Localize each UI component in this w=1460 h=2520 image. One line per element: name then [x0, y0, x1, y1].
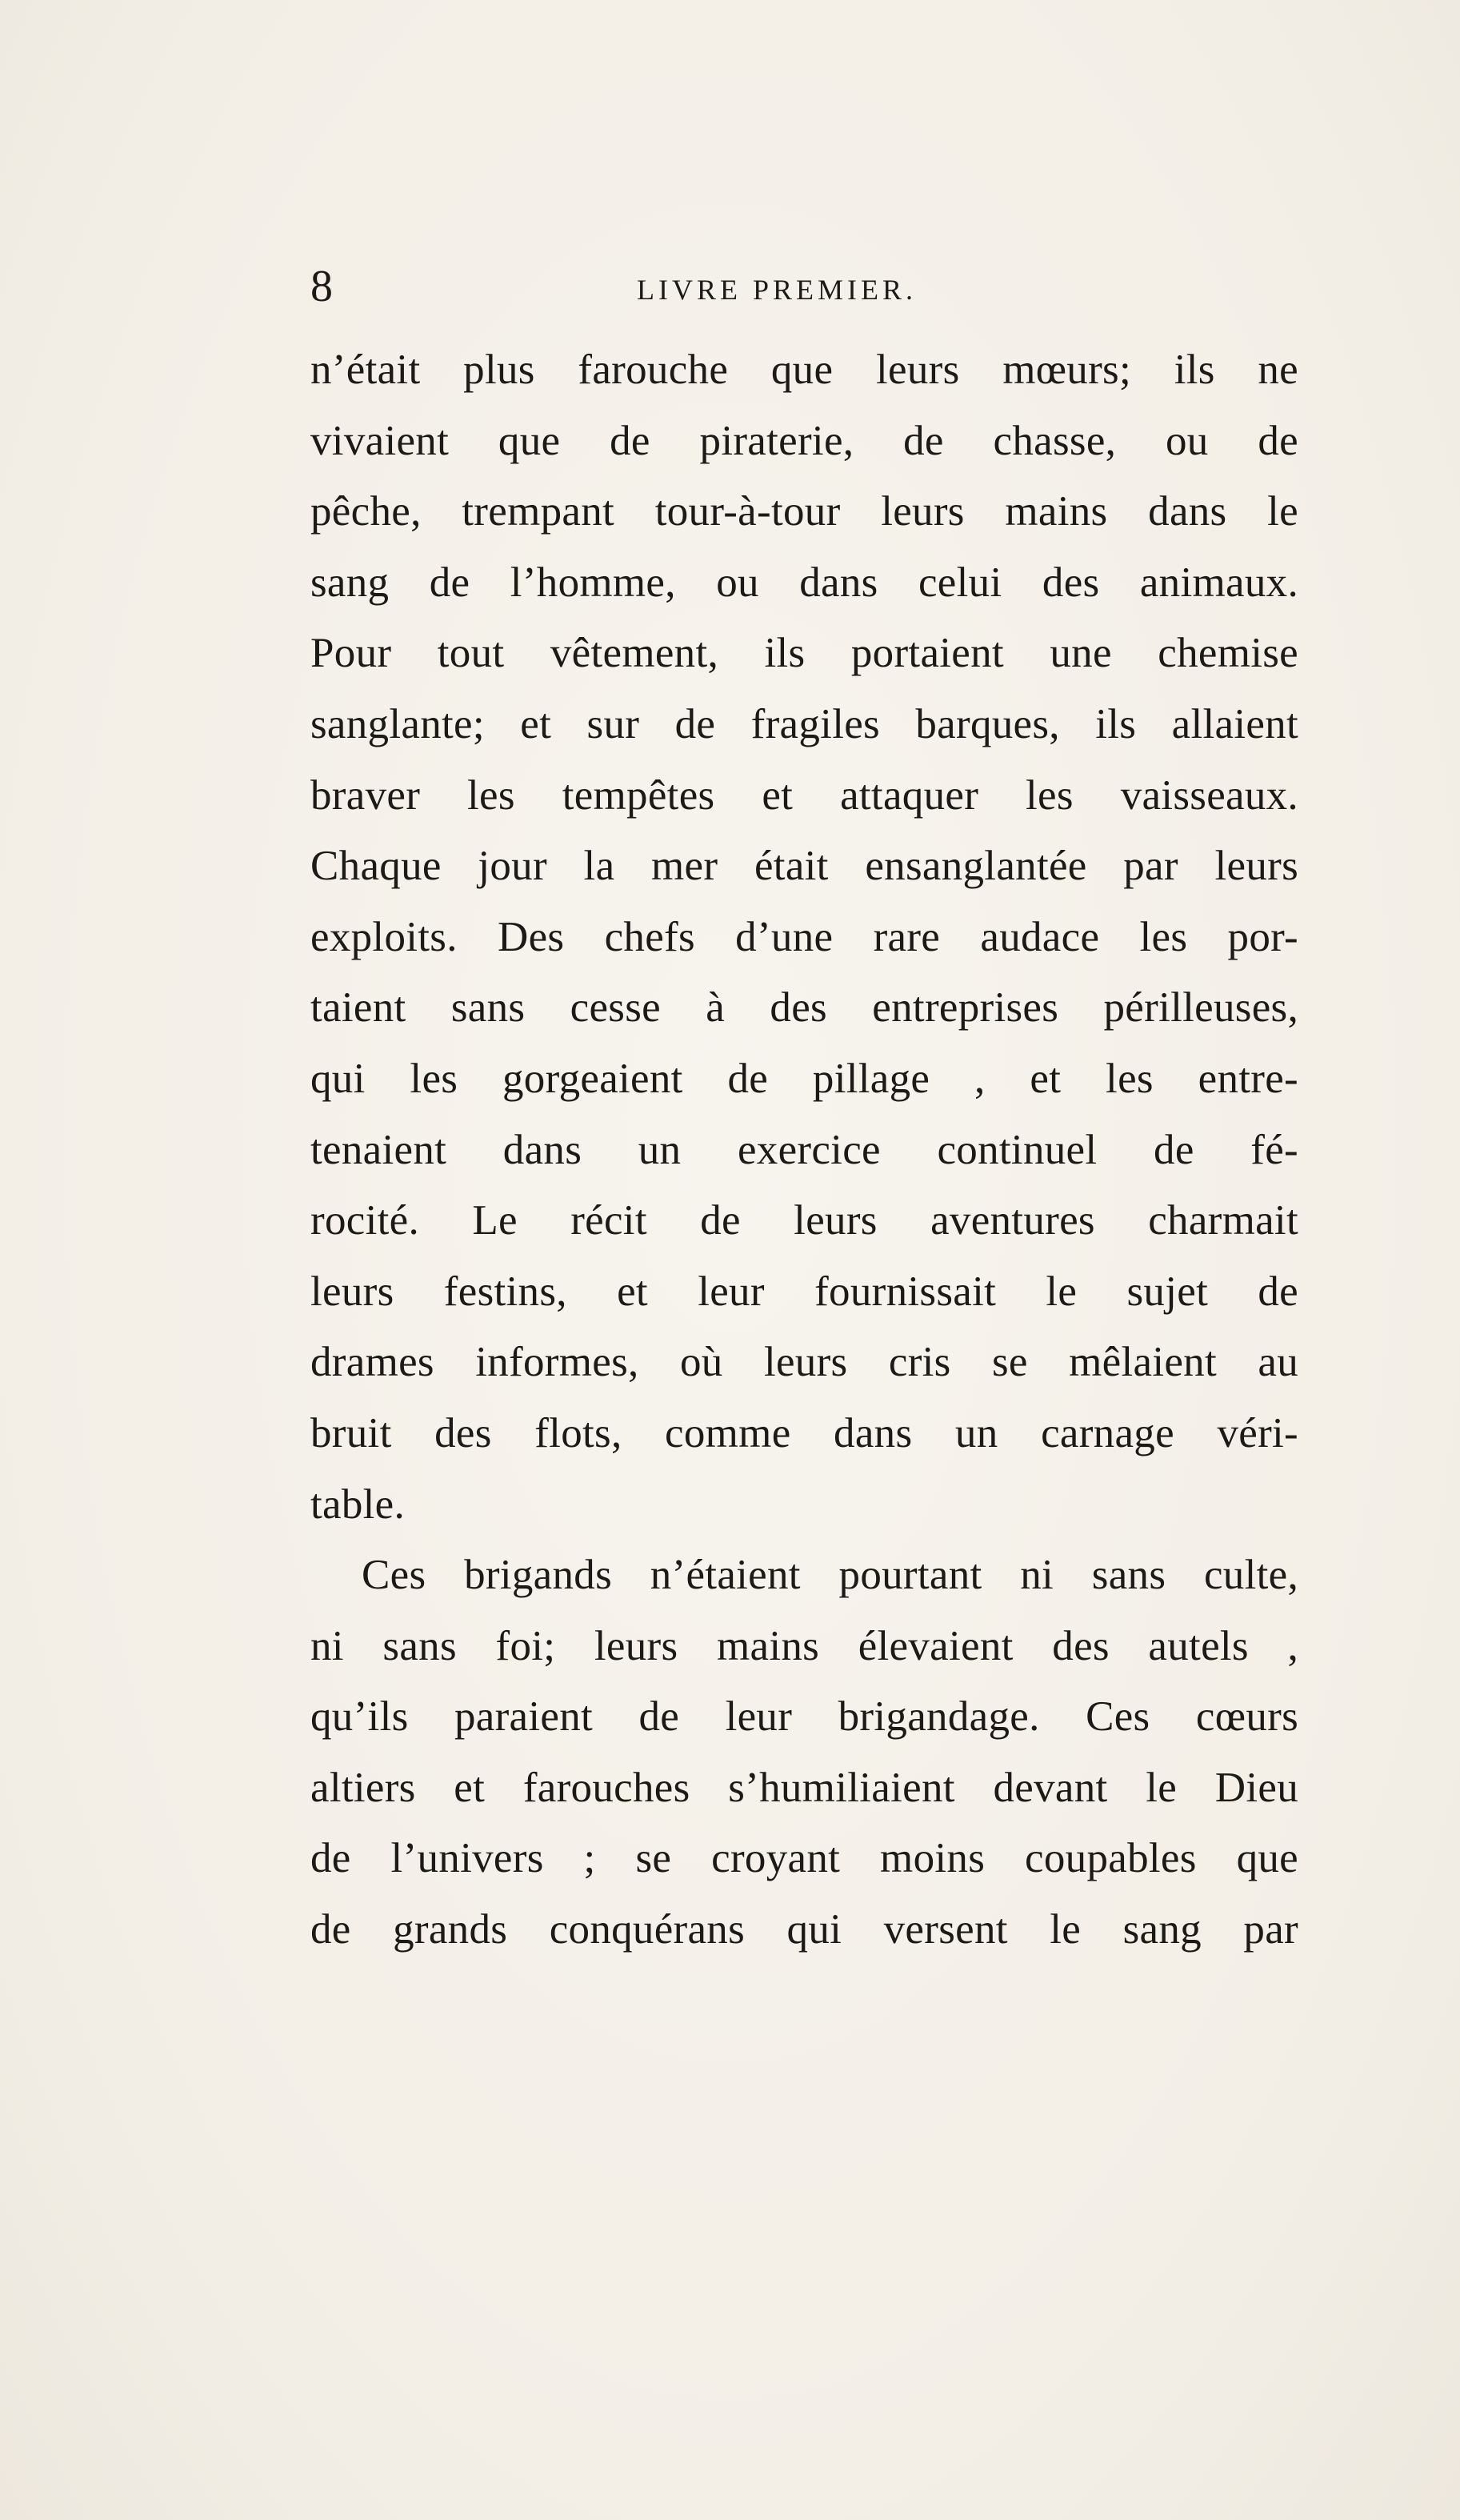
text-line: pêche, trempant tour-à-tour leurs mains dans le: [310, 488, 1298, 535]
page-number: 8: [310, 262, 333, 311]
text-line: braver les tempêtes et attaquer les vaisseaux.: [310, 771, 1298, 819]
text-line: table.: [310, 1480, 406, 1528]
text-line: qui les gorgeaient de pillage , et les entre-: [310, 1055, 1298, 1102]
text-line: de grands conquérans qui versent le sang par: [310, 1906, 1298, 1953]
body-text: [310, 335, 1298, 1965]
text-line: altiers et farouches s’humiliaient devant le Dieu: [310, 1764, 1298, 1811]
text-line: sanglante; et sur de fragiles barques, ils allaient: [310, 700, 1298, 747]
text-line: taient sans cesse à des entreprises périlleuses,: [310, 984, 1298, 1032]
text-line: rocité. Le récit de leurs aventures charmait: [310, 1197, 1298, 1244]
running-head: [310, 262, 1298, 310]
text-line: de l’univers ; se croyant moins coupables que: [310, 1835, 1298, 1882]
text-line: tenaient dans un exercice continuel de fé-: [310, 1126, 1298, 1173]
text-line: leurs festins, et leur fournissait le sujet de: [310, 1268, 1298, 1315]
text-line: Chaque jour la mer était ensanglantée par leurs: [310, 843, 1298, 890]
text-line: Pour tout vêtement, ils portaient une chemise: [310, 630, 1298, 677]
running-title: LIVRE PREMIER.: [637, 274, 918, 306]
text-line: bruit des flots, comme dans un carnage véri-: [310, 1409, 1298, 1456]
text-line: exploits. Des chefs d’une rare audace les por-: [310, 913, 1298, 960]
text-line: sang de l’homme, ou dans celui des animaux.: [310, 559, 1298, 606]
text-line: vivaient que de piraterie, de chasse, ou de: [310, 417, 1298, 464]
text-line: n’était plus farouche que leurs mœurs; ils ne: [310, 347, 1298, 393]
text-line: ni sans foi; leurs mains élevaient des autels ,: [310, 1622, 1298, 1669]
text-line: qu’ils paraient de leur brigandage. Ces cœurs: [310, 1693, 1298, 1741]
text-line: Ces brigands n’étaient pourtant ni sans culte,: [362, 1552, 1298, 1599]
text-line: drames informes, où leurs cris se mêlaient au: [310, 1339, 1298, 1386]
